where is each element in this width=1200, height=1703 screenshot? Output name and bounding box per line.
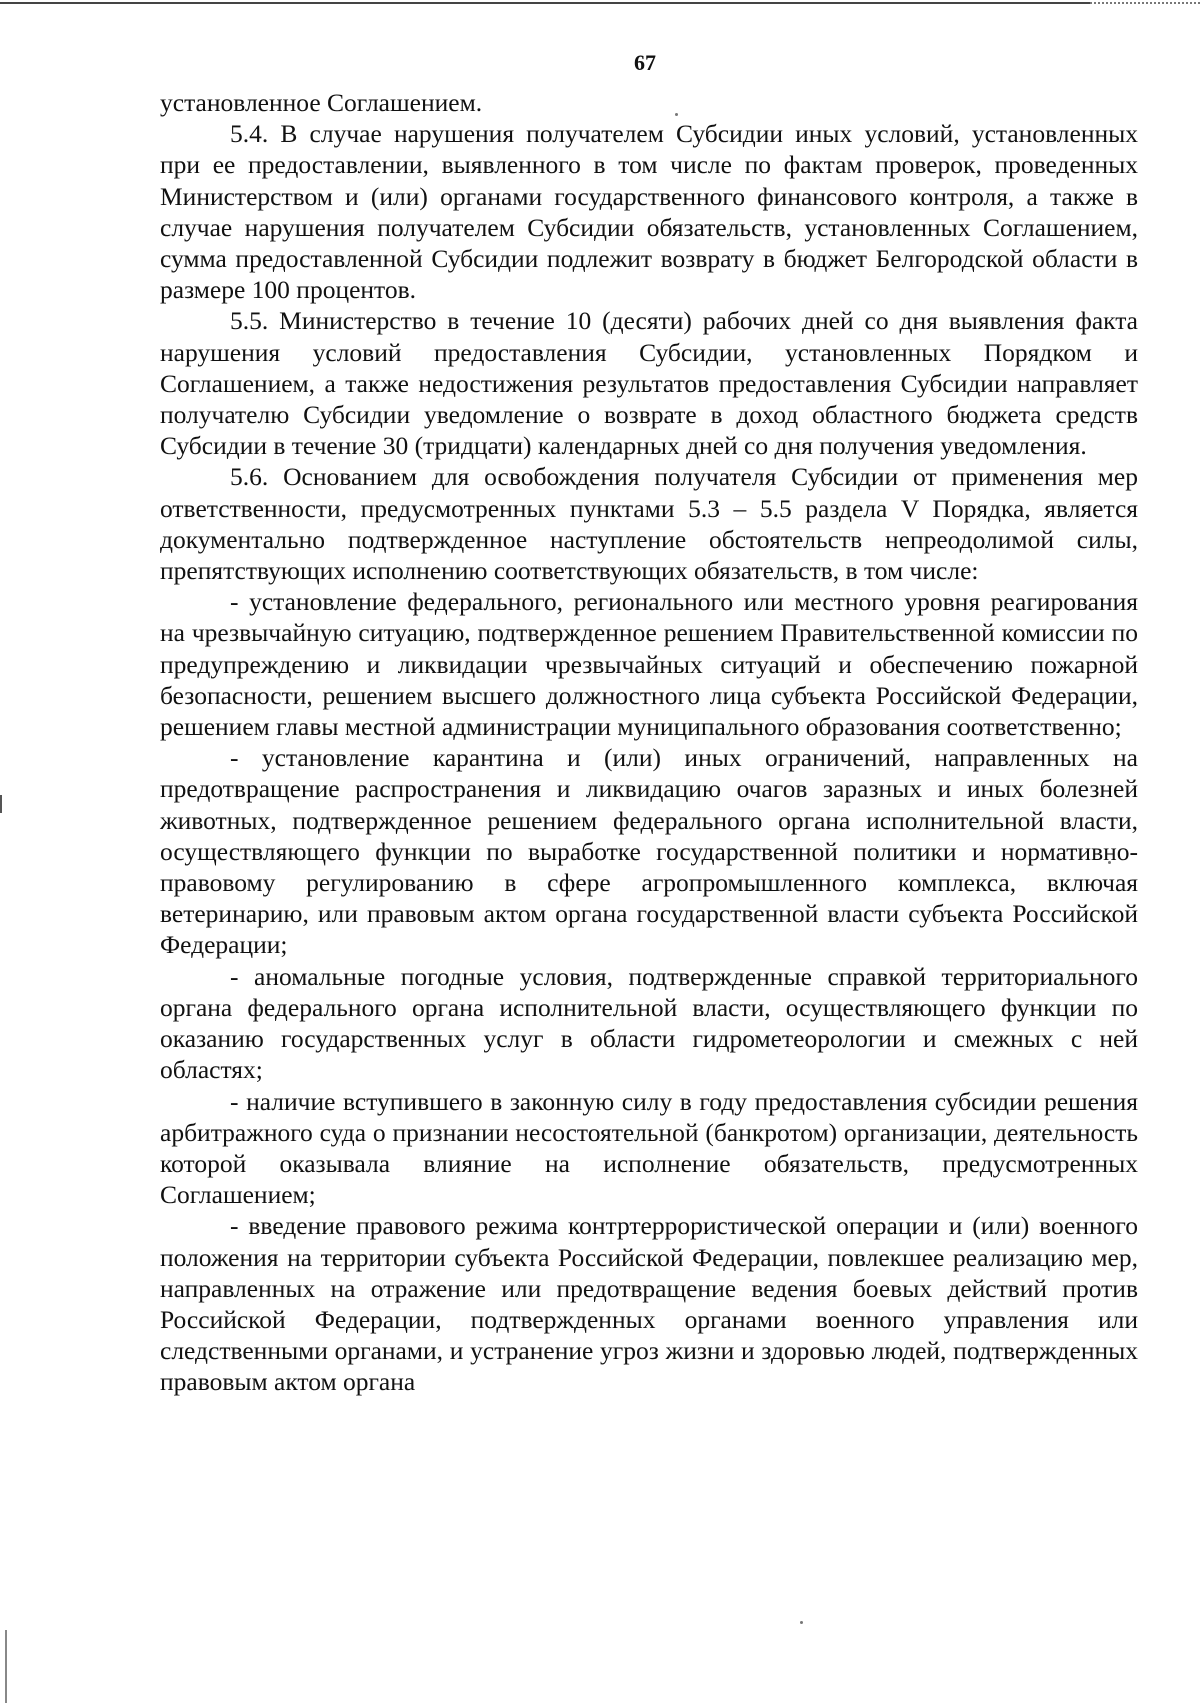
paragraph-5-6: 5.6. Основанием для освобождения получателя Субсидии от применения мер ответственности, предусмотренных пунктами 5.3 – 5.5 раздела V Порядка, является документально подтвержденное наступление обстоятельств непреодолимой силы, препятствующих исполнению соответствующих обязательств, в том числе: xyxy=(160,462,1138,586)
scan-bottom-left-mark xyxy=(5,1630,7,1703)
document-body xyxy=(160,87,1138,1398)
scan-left-mark xyxy=(0,795,2,813)
list-item-bankruptcy: - наличие вступившего в законную силу в году предоставления субсидии решения арбитражного суда о признании несостоятельной (банкротом) организации, деятельность которой оказывала влияние на исполнение обязательств, предусмотренных Соглашением; xyxy=(160,1086,1138,1210)
list-item-counterterrorism: - введение правового режима контртеррористической операции и (или) военного положения на территории субъекта Российской Федерации, повлекшее реализацию мер, направленных на отражение или предотвращение ведения боевых действий против Российской Федерации, подтвержденных органами военного управления или следственными органами, и устранение угроз жизни и здоровью людей, подтвержденных правовым актом органа xyxy=(160,1211,1138,1397)
list-item-quarantine: - установление карантина и (или) иных ограничений, направленных на предотвращение распространения и ликвидацию очагов заразных и иных болезней животных, подтвержденное решением федерального органа исполнительной власти, осуществляющего функции по выработке государственной политики и нормативно-правовому регулированию в сфере агропромышленного комплекса, включая ветеринарию, или правовым актом органа государственной власти субъекта Российской Федерации; xyxy=(160,743,1138,960)
list-item-emergency-response: - установление федерального, регионального или местного уровня реагирования на чрезвычайную ситуацию, подтвержденное решением Правительственной комиссии по предупреждению и ликвидации чрезвычайных ситуаций и обеспечению пожарной безопасности, решением высшего должностного лица субъекта Российской Федерации, решением главы местной администрации муниципального образования соответственно; xyxy=(160,587,1138,742)
list-item-weather: - аномальные погодные условия, подтвержденные справкой территориального органа федерального органа исполнительной власти, осуществляющего функции по оказанию государственных услуг в области гидрометеорологии и смежных с ней областях; xyxy=(160,961,1138,1085)
scan-top-border-dotted xyxy=(1090,2,1200,4)
scan-top-border xyxy=(0,2,1090,4)
page-number: 67 xyxy=(634,50,656,75)
paragraph-5-4: 5.4. В случае нарушения получателем Субсидии иных условий, установленных при ее предоставлении, выявленного в том числе по фактам проверок, проведенных Министерством и (или) органами государственного финансового контроля, а также в случае нарушения получателем Субсидии обязательств, установленных Соглашением, сумма предоставленной Субсидии подлежит возврату в бюджет Белгородской области в размере 100 процентов. xyxy=(160,119,1138,305)
paragraph-5-5: 5.5. Министерство в течение 10 (десяти) рабочих дней со дня выявления факта нарушения условий предоставления Субсидии, установленных Порядком и Соглашением, а также недостижения результатов предоставления Субсидии направляет получателю Субсидии уведомление о возврате в доход областного бюджета средств Субсидии в течение 30 (тридцати) календарных дней со дня получения уведомления. xyxy=(160,306,1138,461)
scan-speck xyxy=(800,1621,803,1624)
paragraph-continuation: установленное Соглашением. xyxy=(160,88,483,117)
